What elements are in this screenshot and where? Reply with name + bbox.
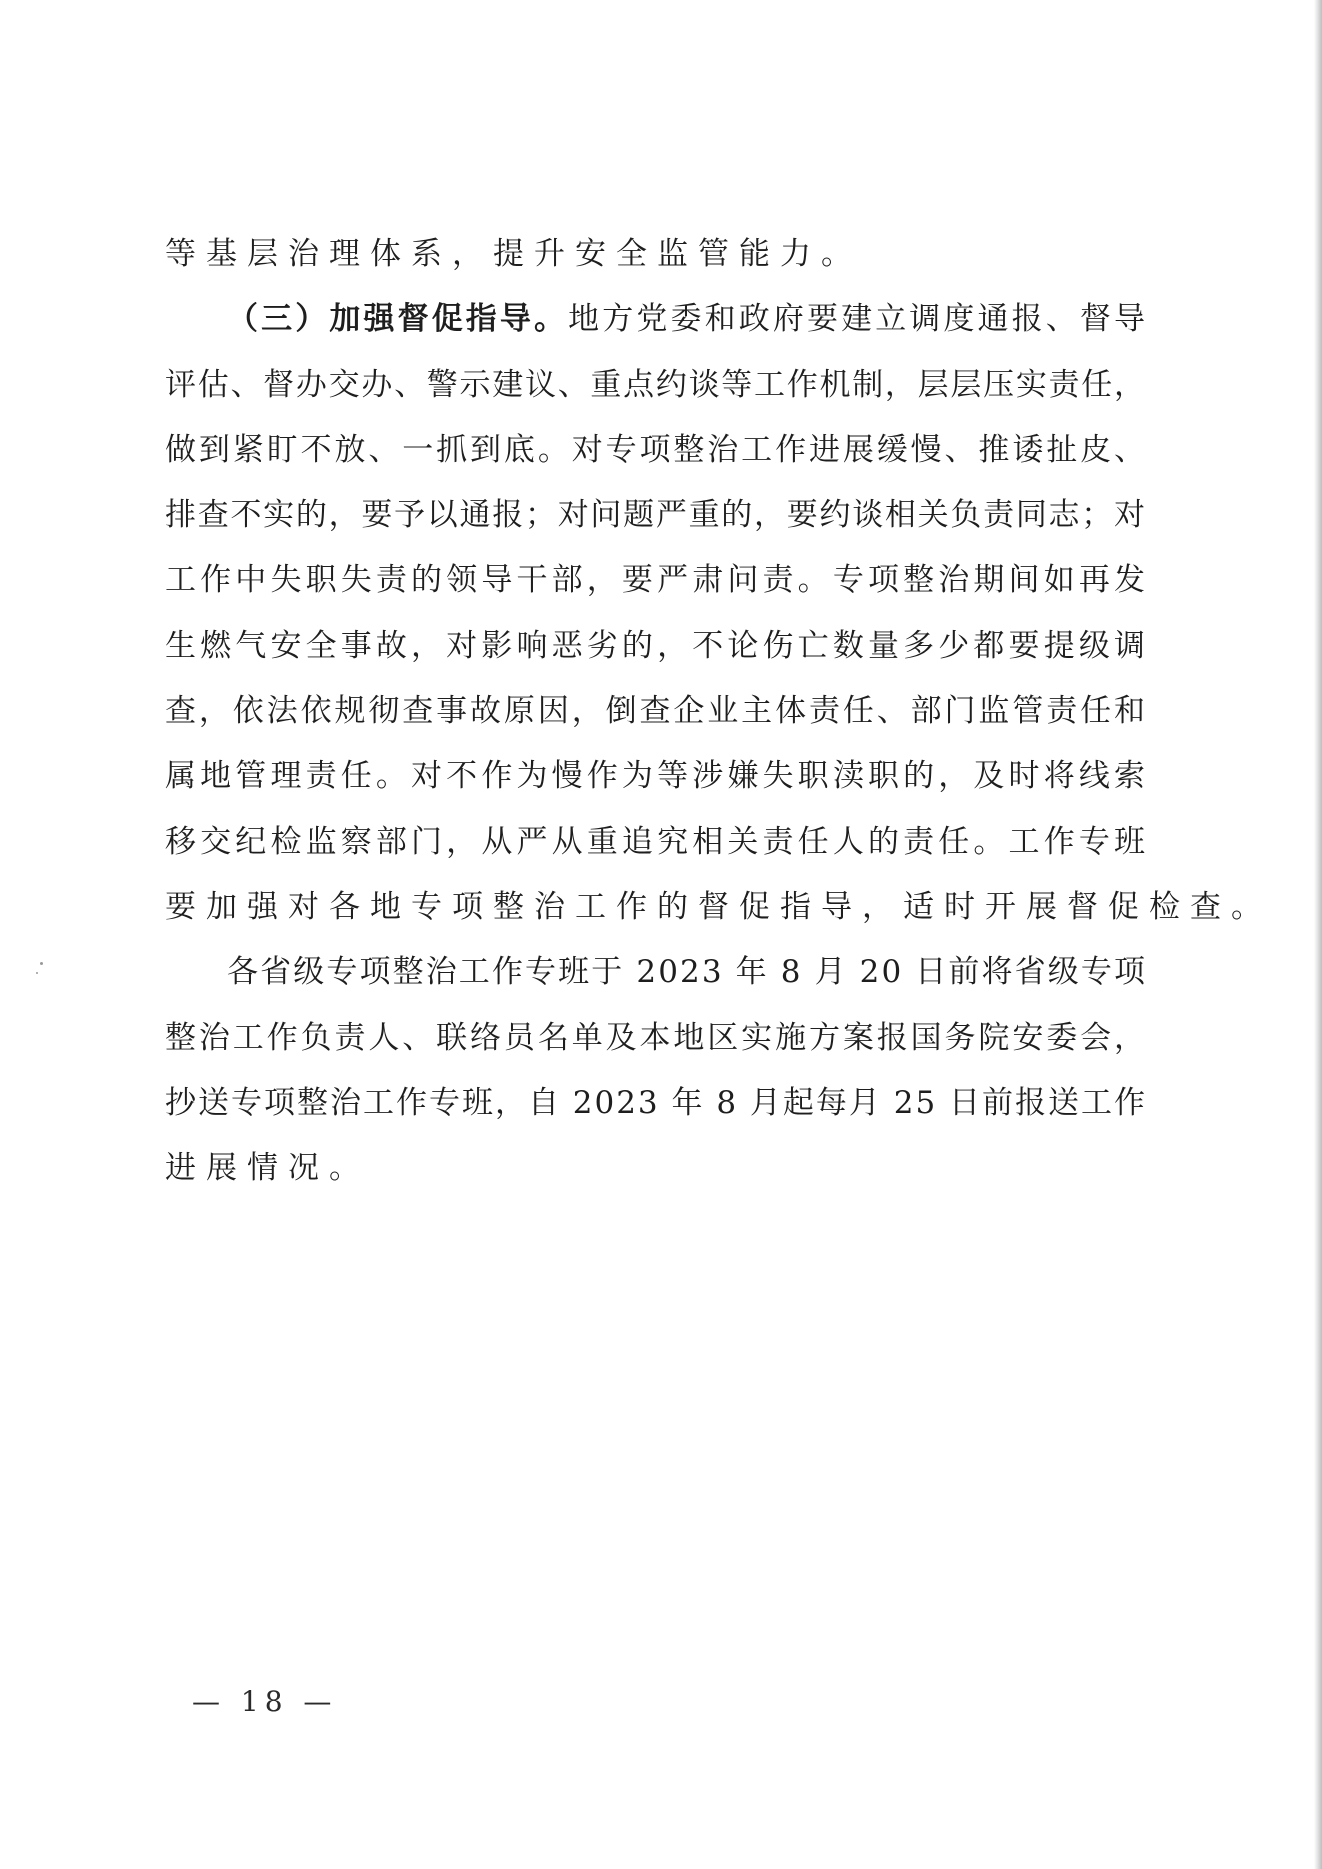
text-line (165, 562, 1150, 599)
text-line (165, 954, 1148, 991)
text-line (165, 497, 1145, 534)
line-text: 工作中失职失责的领导干部，要严肃问责。专项整治期间如再发 (165, 562, 1150, 599)
line-text: 地方党委和政府要建立调度通报、督导 (568, 301, 1149, 338)
text-line (165, 1150, 1145, 1187)
line-text: 抄送专项整治工作专班，自 2023 年 8 月起每月 25 日前报送工作 (165, 1084, 1147, 1121)
text-line (165, 431, 1148, 469)
line-text: 进展情况。 (165, 1150, 370, 1187)
body-text (165, 236, 1272, 1215)
line-text: 要加强对各地专项整治工作的督促指导，适时开展督促检查。 (165, 888, 1272, 925)
line-text: 移交纪检监察部门，从严从重追究相关责任人的责任。工作专班 (165, 823, 1150, 860)
text-line (165, 888, 1272, 926)
text-line (165, 1019, 1148, 1057)
text-line (165, 758, 1150, 795)
line-text: 属地管理责任。对不作为慢作为等涉嫌失职渎职的，及时将线索 (165, 758, 1150, 795)
line-text: 查，依法依规彻查事故原因，倒查企业主体责任、部门监管责任和 (165, 693, 1148, 730)
line-text: 生燃气安全事故，对影响恶劣的，不论伤亡数量多少都要提级调 (165, 627, 1150, 664)
page-number: — 18 — (192, 1685, 338, 1718)
text-line (165, 236, 1145, 273)
text-line (165, 301, 1149, 338)
scan-speck (36, 972, 38, 974)
text-line (165, 1085, 1145, 1122)
line-text: 做到紧盯不放、一抓到底。对专项整治工作进展缓慢、推诿扯皮、 (165, 431, 1148, 468)
text-line (165, 823, 1150, 861)
text-line (165, 367, 1145, 404)
scan-speck (40, 962, 43, 965)
line-text: 等基层治理体系，提升安全监管能力。 (165, 236, 862, 272)
line-text: 排查不实的，要予以通报；对问题严重的，要约谈相关负责同志；对 (165, 497, 1147, 534)
line-text: 整治工作负责人、联络员名单及本地区实施方案报国务院安委会， (165, 1019, 1148, 1056)
line-text: 评估、督办交办、警示建议、重点约谈等工作机制，层层压实责任， (165, 366, 1147, 403)
text-line (165, 627, 1150, 665)
line-text: 各省级专项整治工作专班于 2023 年 8 月 20 日前将省级专项 (227, 954, 1148, 991)
section-heading: （三）加强督促指导。 (227, 301, 569, 338)
scan-edge-shadow (1314, 0, 1322, 1869)
text-line (165, 693, 1148, 730)
